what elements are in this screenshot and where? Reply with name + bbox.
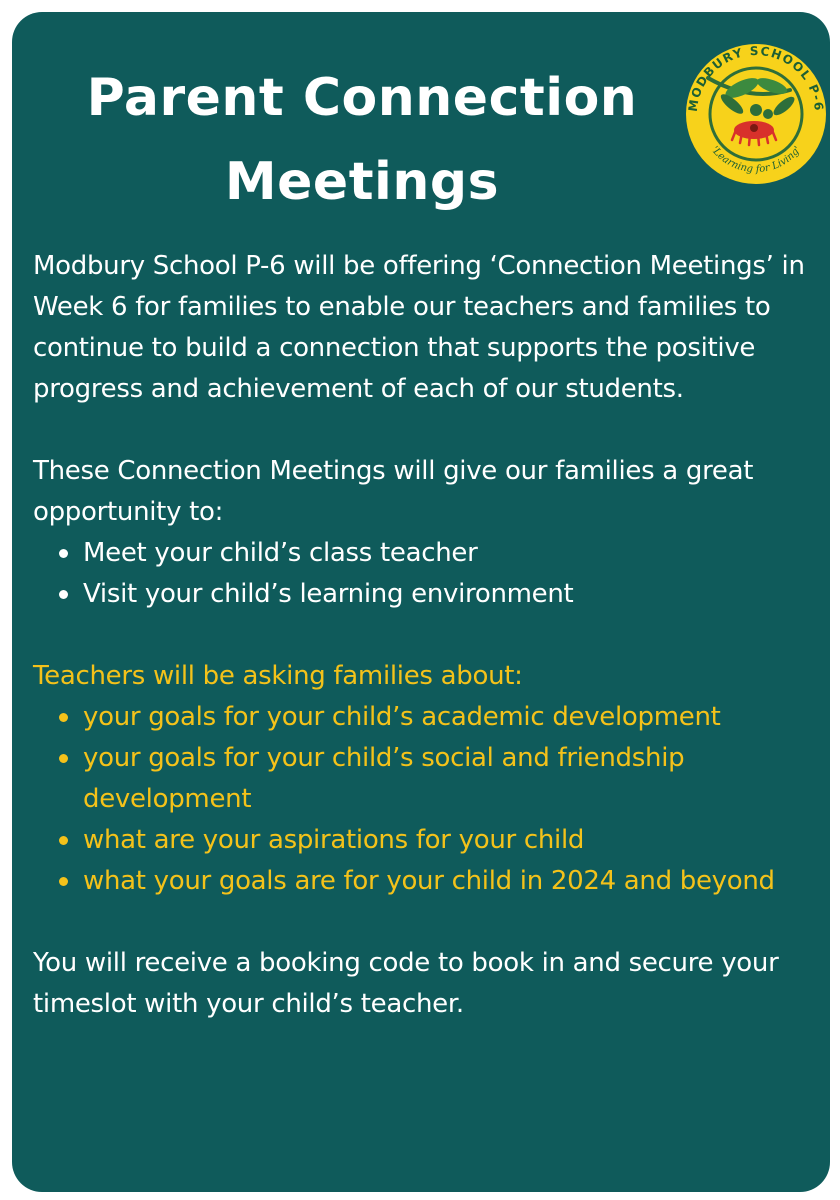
list-item: your goals for your child’s academic development bbox=[83, 697, 823, 738]
logo-motto: 'Learning for Living' bbox=[708, 144, 804, 176]
page-title bbox=[32, 56, 692, 224]
list-item: Meet your child’s class teacher bbox=[83, 533, 823, 574]
intro-paragraph: Modbury School P-6 will be offering ‘Connection Meetings’ in Week 6 for families to enable our teachers and families to continue to build a connection that supports the positive progress and achievement of each of our students. bbox=[33, 251, 805, 404]
asking-list bbox=[33, 697, 823, 902]
logo-school-name: MODBURY SCHOOL P-6 bbox=[685, 43, 827, 113]
asking-heading: Teachers will be asking families about: bbox=[33, 661, 523, 691]
opportunity-heading: These Connection Meetings will give our families a great opportunity to: bbox=[33, 456, 754, 527]
list-item: what your goals are for your child in 2024 and beyond bbox=[83, 861, 823, 902]
spacer bbox=[33, 615, 823, 656]
title-line-1: Parent Connection bbox=[86, 68, 638, 128]
title-line-2: Meetings bbox=[224, 152, 500, 212]
spacer bbox=[33, 410, 823, 451]
flyer-body bbox=[33, 246, 823, 1025]
school-logo bbox=[680, 30, 830, 200]
flyer-card bbox=[12, 12, 830, 1192]
closing-paragraph: You will receive a booking code to book in and secure your timeslot with your child’s teacher. bbox=[33, 948, 779, 1019]
list-item: what are your aspirations for your child bbox=[83, 820, 823, 861]
list-item: your goals for your child’s social and friendship development bbox=[83, 738, 823, 820]
opportunity-list bbox=[33, 533, 823, 615]
spacer bbox=[33, 902, 823, 943]
asking-section bbox=[33, 656, 823, 902]
list-item: Visit your child’s learning environment bbox=[83, 574, 823, 615]
